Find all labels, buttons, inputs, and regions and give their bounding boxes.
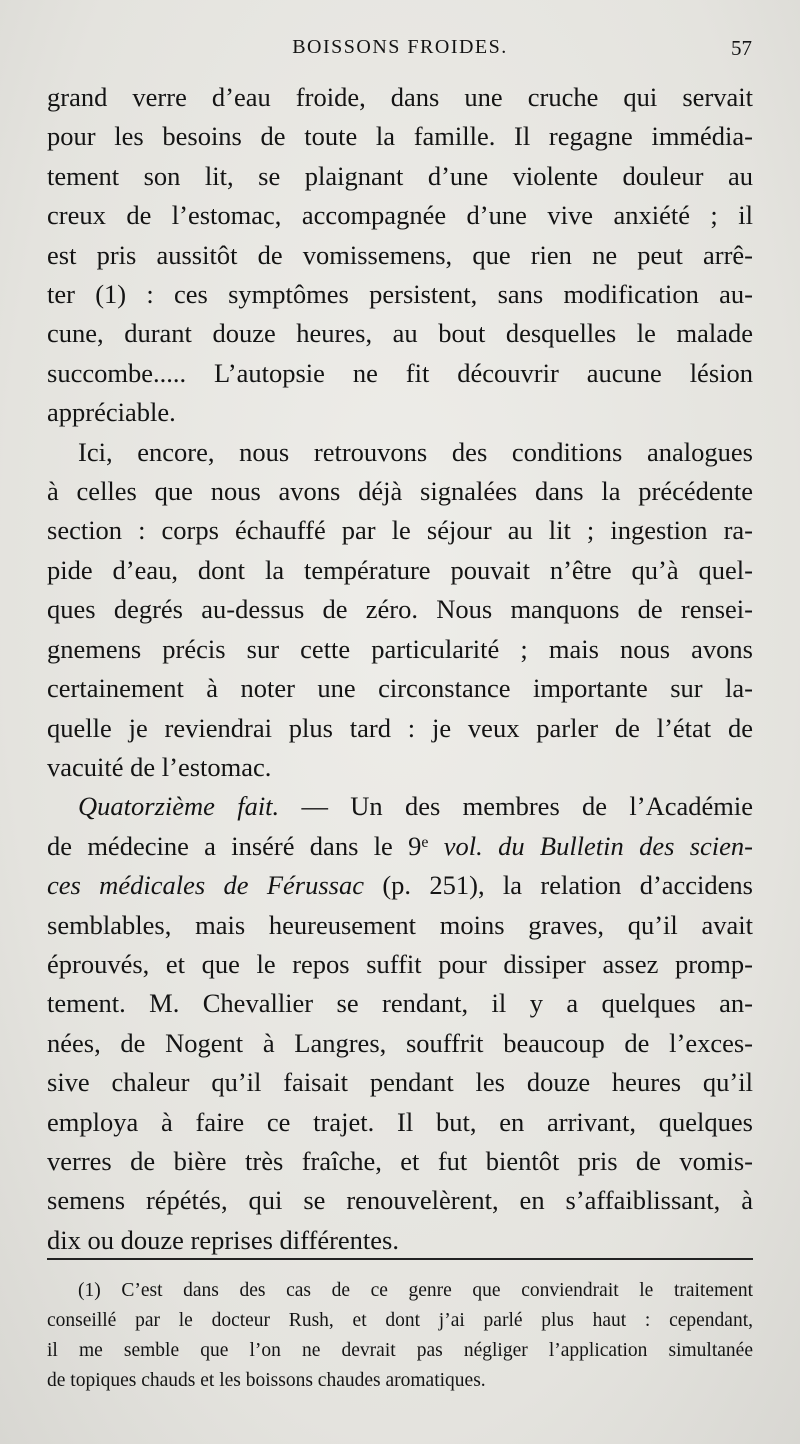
text-line: sive chaleur qu’il faisait pendant les douze heures qu’il	[47, 1067, 753, 1098]
footnote-divider	[47, 1258, 753, 1260]
text-line: nées, de Nogent à Langres, souffrit beaucoup de l’exces-	[47, 1027, 753, 1058]
footnote-line: il me semble que l’on ne devrait pas négliger l’application simultanée	[47, 1340, 753, 1361]
page-number: 57	[731, 36, 752, 60]
text-line: est pris aussitôt de vomissemens, que rien ne peut arrê-	[47, 239, 753, 270]
text-line-fait-heading	[47, 787, 753, 826]
text-line: éprouvés, et que le repos suffit pour dissiper assez promp-	[47, 948, 753, 979]
text-line: employa à faire ce trajet. Il but, en arrivant, quelques	[47, 1106, 753, 1137]
text-line: à celles que nous avons déjà signalées dans la précédente	[47, 476, 753, 507]
text-line: section : corps échauffé par le séjour au lit ; ingestion ra-	[47, 515, 753, 546]
text-line: Ici, encore, nous retrouvons des conditions analogues	[78, 436, 753, 467]
text-line: semblables, mais heureusement moins graves, qu’il avait	[47, 909, 753, 940]
text-line: tement son lit, se plaignant d’une violente douleur au	[47, 160, 753, 191]
text-line: pour les besoins de toute la famille. Il regagne immédia-	[47, 121, 753, 152]
running-title: BOISSONS FROIDES.	[292, 36, 508, 58]
fait-line-rest: — Un des membres de l’Académie	[279, 791, 753, 822]
footnote	[47, 1276, 753, 1396]
text-line: appréciable.	[47, 397, 176, 428]
text-line: certainement à noter une circonstance importante sur la-	[47, 673, 753, 704]
text-line: ques degrés au-dessus de zéro. Nous manquons de rensei-	[47, 594, 753, 625]
text-line: pide d’eau, dont la température pouvait n’être qu’à quel-	[47, 554, 753, 585]
page-header	[0, 36, 800, 70]
main-text	[47, 78, 753, 1260]
bulletin-title-italic: vol. du Bulletin des scien-	[428, 830, 753, 861]
text-line: ter (1) : ces symptômes persistent, sans modification au-	[47, 279, 753, 310]
ferussac-italic: ces médicales de Férussac	[47, 870, 364, 901]
text-line: quelle je reviendrai plus tard : je veux parler de l’état de	[47, 712, 753, 743]
text-line: cune, durant douze heures, au bout desquelles le malade	[47, 318, 753, 349]
text-line: dix ou douze reprises différentes.	[47, 1224, 399, 1255]
text-line: gnemens précis sur cette particularité ; mais nous avons	[47, 633, 753, 664]
text-line: vacuité de l’estomac.	[47, 751, 272, 782]
footnote-line: de topiques chauds et les boissons chaudes aromatiques.	[47, 1370, 486, 1391]
ferussac-rest: (p. 251), la relation d’accidens	[364, 870, 753, 901]
footnote-line: (1) C’est dans des cas de ce genre que conviendrait le traitement	[78, 1280, 753, 1301]
text-line-bulletin	[47, 827, 753, 866]
text-line: grand verre d’eau froide, dans une cruche qui servait	[47, 82, 753, 112]
ordinal-superscript: e	[421, 833, 429, 851]
text-line: verres de bière très fraîche, et fut bientôt pris de vomis-	[47, 1145, 753, 1176]
text-line: creux de l’estomac, accompagnée d’une vive anxiété ; il	[47, 200, 753, 231]
fait-heading: Quatorzième fait.	[78, 791, 280, 822]
text-line: succombe..... L’autopsie ne fit découvrir aucune lésion	[47, 357, 753, 388]
text-line: semens répétés, qui se renouvelèrent, en s’affaiblissant, à	[47, 1185, 753, 1216]
text-line-ferussac	[47, 866, 753, 905]
text-line: tement. M. Chevallier se rendant, il y a quelques an-	[47, 988, 753, 1019]
bulletin-pre: de médecine a inséré dans le 9	[47, 830, 422, 861]
footnote-line: conseillé par le docteur Rush, et dont j’ai parlé plus haut : cependant,	[47, 1310, 753, 1331]
